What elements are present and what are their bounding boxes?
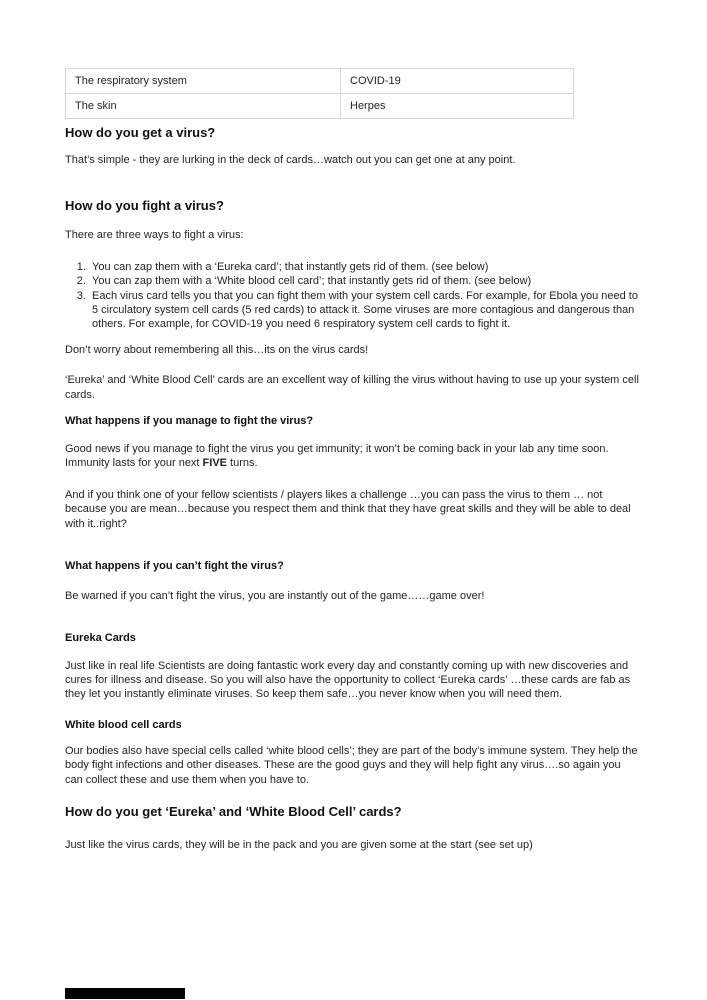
table-cell-virus: COVID-19 (341, 69, 574, 94)
paragraph-get-cards: Just like the virus cards, they will be in the pack and you are given some at the start (see set up) (65, 838, 533, 851)
heading-get-cards: How do you get ‘Eureka’ and ‘White Blood Cell’ cards? (65, 803, 402, 819)
numbered-list-ways-to-fight (65, 260, 640, 332)
paragraph-dont-worry: Don’t worry about remembering all this…its on the virus cards! (65, 343, 369, 356)
heading-get-virus: How do you get a virus? (65, 125, 216, 140)
heading-fight-virus: How do you fight a virus? (65, 198, 224, 214)
table-cell-virus: Herpes (341, 94, 574, 119)
list-item: 1. You can zap them with a ‘Eureka card’; that instantly gets rid of them. (see below) (89, 260, 640, 274)
list-item: 2. You can zap them with a ‘White blood cell card’; that instantly gets rid of them. (see below) (89, 274, 640, 288)
table-row (66, 69, 574, 94)
immunity-text-after: turns. (227, 457, 258, 470)
paragraph-fight-intro: There are three ways to fight a virus: (65, 229, 244, 242)
paragraph-eureka-wbc-note: ‘Eureka’ and ‘White Blood Cell’ cards are an excellent way of killing the virus without having to use up your system cell cards. (65, 374, 639, 401)
document-page (65, 68, 640, 852)
paragraph-game-over: Be warned if you can’t fight the virus, you are instantly out of the game……game over! (65, 590, 485, 603)
heading-eureka-cards: Eureka Cards (65, 631, 136, 644)
heading-wbc-cards: White blood cell cards (65, 718, 182, 731)
table-cell-system: The skin (66, 94, 341, 119)
paragraph-wbc-cards: Our bodies also have special cells called ‘white blood cells’; they are part of the body’s immune system. They help the body fight infections and other diseases. These are the good guys and they will help fight any virus….so again you can collect these and use them when you have to. (65, 744, 638, 786)
heading-manage-fight: What happens if you manage to fight the virus? (65, 415, 314, 428)
immunity-text-before: Good news if you manage to fight the virus you get immunity; it won’t be coming back in your lab any time soon. Immunity lasts for your next (65, 443, 609, 470)
table-row (66, 94, 574, 119)
paragraph-eureka-cards: Just like in real life Scientists are doing fantastic work every day and constantly coming up with new discoveries and cures for illness and disease. So you will also have the opportunity to collect ‘Eureka cards’ …these cards are fab as they let you instantly eliminate viruses. So keep them safe…you never know when you will need them. (65, 659, 631, 701)
system-virus-table (65, 68, 574, 119)
immunity-text-bold: FIVE (202, 457, 227, 470)
paragraph-get-virus: That’s simple - they are lurking in the deck of cards…watch out you can get one at any point. (65, 154, 516, 166)
paragraph-pass-virus: And if you think one of your fellow scientists / players likes a challenge …you can pass the virus to them … not because you are mean…because you respect them and think that they have great skills and they will be able to deal with it..right? (65, 488, 631, 530)
table-cell-system: The respiratory system (66, 69, 341, 94)
footer-black-bar (65, 988, 185, 999)
list-item: 3. Each virus card tells you that you can fight them with your system cell cards. For example, for Ebola you need to 5 circulatory system cell cards (5 red cards) to attack it. Some viruses are more contagious and dangerous than others. For example, for COVID-19 you need 6 respiratory system cell cards to fight it. (89, 289, 640, 332)
heading-cant-fight: What happens if you can’t fight the virus? (65, 560, 284, 573)
paragraph-immunity (65, 442, 640, 471)
